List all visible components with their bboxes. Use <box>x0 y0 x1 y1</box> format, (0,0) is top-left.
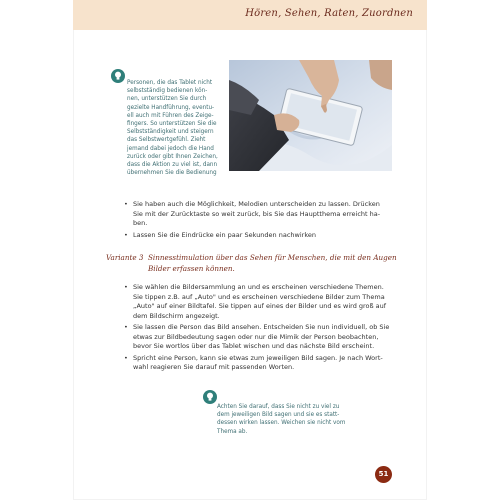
tablet-photo <box>229 60 392 171</box>
tip-line: Achten Sie darauf, dass Sie nicht zu viel zu <box>217 404 340 410</box>
variant-line: Bilder erfassen können. <box>148 264 235 273</box>
list-item-line: • Lassen Sie die Eindrücke ein paar Sekunden nachwirken <box>133 230 316 239</box>
header-band <box>73 0 427 30</box>
tip-line: Thema ab. <box>217 428 248 435</box>
variant-line: Sinnesstimulation über das Sehen für Menschen, die mit den Augen <box>148 253 397 262</box>
list-item-line: dem Bildschirm angezeigt. <box>133 311 220 320</box>
list-item-line: bevor Sie wortlos über das Tablet wischen und das nächste Bild erscheint. <box>133 342 375 350</box>
lightbulb-icon <box>203 390 217 404</box>
list-item-line: ben. <box>133 219 148 227</box>
tip-line: gezielte Handführung, eventu- <box>127 104 215 111</box>
variant-label: Variante 3 <box>106 253 144 262</box>
list-item-line: Sie mit der Zurücktaste so weit zurück, bis Sie das Hauptthema erreicht ha- <box>133 209 381 218</box>
tip-line: übernehmen Sie die Bedienung <box>127 170 217 177</box>
list-item-line: etwas zur Bildbedeutung sagen oder nur die Mimik der Person beobachten, <box>133 332 379 341</box>
list-item <box>122 231 412 241</box>
tip-box-let-image-work <box>217 403 387 436</box>
list-item-line: • Spricht eine Person, kann sie etwas zum jeweiligen Bild sagen. Je nach Wort- <box>133 353 383 362</box>
list-item-line: • Sie wählen die Bildersammlung an und es erscheinen verschiedene Themen. <box>133 283 384 291</box>
book-page <box>73 0 427 500</box>
list-item <box>122 354 417 373</box>
bullet-list-bottom <box>122 283 417 375</box>
variant-description <box>148 252 403 274</box>
tip-line: dessen wirken lassen. Weichen sie nicht vom <box>217 420 346 427</box>
tip-line: dem jeweiligen Bild sagen und sie es statt- <box>217 412 340 419</box>
tip-box-tablet-guidance <box>127 79 227 177</box>
tip-line: ell auch mit Führen des Zeige- <box>127 112 214 119</box>
list-item-line: Sie tippen z.B. auf „Auto" und es erscheinen verschiedene Bilder zum Thema <box>133 292 385 301</box>
list-item-line: • Sie lassen die Person das Bild ansehen. Entscheiden Sie nun individuell, ob Sie <box>133 323 390 331</box>
list-item <box>122 323 417 352</box>
tip-line: jemand dabei jedoch die Hand <box>127 145 214 152</box>
list-item <box>122 200 412 229</box>
page-number-badge: 51 <box>375 466 392 483</box>
tip-line: selbstständig bedienen kön- <box>127 88 208 95</box>
list-item <box>122 283 417 321</box>
tip-line: Selbstständigkeit und steigern <box>127 129 214 136</box>
tip-line: dass die Aktion zu viel ist, dann <box>127 162 218 169</box>
list-item-line: wahl reagieren Sie darauf mit passenden Worten. <box>133 363 295 371</box>
list-item-line: • Sie haben auch die Möglichkeit, Melodien unterscheiden zu lassen. Drücken <box>133 200 380 208</box>
tip-line: zurück oder gibt Ihnen Zeichen, <box>127 153 218 160</box>
list-item-line: „Auto" auf einer Bildtafel. Sie tippen auf eines der Bilder und es wird groß auf <box>133 302 387 310</box>
bullet-list-top <box>122 200 412 242</box>
tip-line: fingers. So unterstützen Sie die <box>127 121 217 128</box>
tip-line: nen, unterstützen Sie durch <box>127 96 207 103</box>
lightbulb-icon <box>111 69 125 83</box>
tip-line: das Selbstwertgefühl. Zieht <box>127 137 206 144</box>
running-header-title: Hören, Sehen, Raten, Zuordnen <box>245 8 413 19</box>
tip-line: Personen, die das Tablet nicht <box>127 80 213 86</box>
